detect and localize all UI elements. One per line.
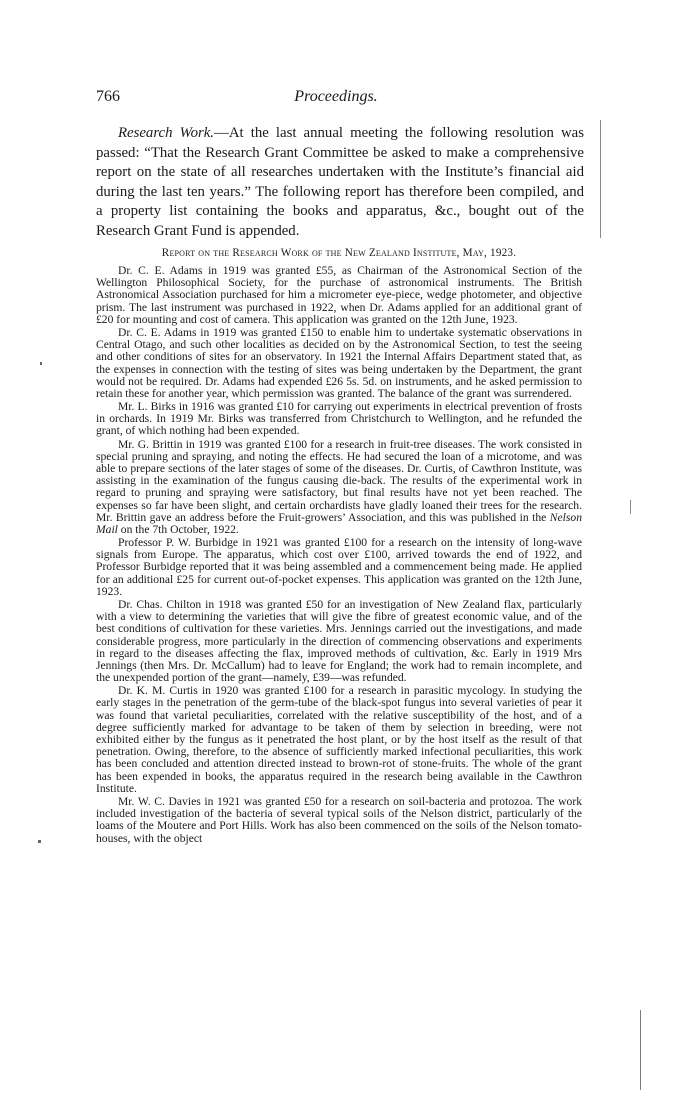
paragraph-brittin <box>96 439 582 537</box>
paragraph-chilton: Dr. Chas. Chilton in 1918 was granted £50 for an investigation of New Zealand flax, particularly with a view to determining the varieties that will give the fibre of greatest economic value, and of the best conditions of cultivation for these varieties. Mrs. Jennings carried out the investigations, and made considerable progress, more particularly in the direction of commencing observations and experiments in regard to the diseases affecting the flax, improved methods of cultivation, &c. Early in 1919 Mrs Jennings (then Mrs. Dr. McCallum) had to leave for England; the work had to remain incomplete, and the unexpended portion of the grant—namely, £39—was refunded. <box>96 597 582 685</box>
page-header <box>96 88 576 108</box>
report-heading: Report on the Research Work of the New Zealand Institute, May, 1923. <box>161 247 517 259</box>
page-number: 766 <box>96 88 120 105</box>
brittin-text-start: Mr. G. Brittin in 1919 was granted £100 for a research in fruit-tree diseases. The work consisted in special pruning and spraying, and noting the effects. He had secured the loan of a microtome, and was able to prepare sections of the later stages of some of the diseases. Dr. Curtis, of Cawthron Institute, was assisting in the examination of the fungus causing die-back. The results of the experimental work in regard to pruning and spraying were satisfactory, but final results have not yet been reached. The expenses so far have been slight, and certain orchardists have gladly loaned their trees for the research. Mr. Brittin gave an address before the Fruit-growers’ Association, and this was published in the <box>96 437 582 524</box>
paragraph-burbidge: Professor P. W. Burbidge in 1921 was granted £100 for a research on the intensity of long-wave signals from Europe. The apparatus, which cost over £100, arrived towards the end of 1922, and Professor Burbidge reported that it was being assembled and a commencement being made. He applied for an additional £25 for current out-of-pocket expenses. This application was granted on the 12th June, 1923. <box>96 536 582 598</box>
intro-text: —At the last annual meeting the following resolution was passed: “That the Research Grant Committee be asked to make a comprehensive report on the state of all researches undertaken with the Institute’s financial aid during the last ten years.” The following report has therefore been compiled, and a property list containing the books and apparatus, &c., bought out of the Research Grant Fund is appended. <box>96 125 584 239</box>
scan-margin-mark <box>640 1010 641 1090</box>
paragraph-curtis: Dr. K. M. Curtis in 1920 was granted £100 for a research in parasitic mycology. In studying the early stages in the penetration of the germ-tube of the black-spot fungus into several varieties of pear it was found that varietal peculiarities, correlated with the relative susceptibility of the host, and of a degree sufficiently marked for advantage to be taken of them by selection in breeding, were not exhibited either by the fungus as it penetrated the host plant, or by the host itself as the result of that penetration. Owing, therefore, to the absence of sufficiently marked infectional peculiarities, this work has been concluded and attention directed instead to brown-rot of stone-fruits. The whole of the grant has been expended in books, the apparatus required in the research being available in the Cawthron Institute. <box>96 684 582 795</box>
scan-margin-mark <box>600 120 601 238</box>
paragraph-adams-observations: Dr. C. E. Adams in 1919 was granted £150 to enable him to undertake systematic observations in Central Otago, and such other localities as decided on by the Astronomical Section, to test the seeing and other conditions of sites for an observatory. In 1921 the Internal Affairs Department stated that, as the expenses in connection with the testing of sites was being undertaken by the Department, the grant would not be required. Dr. Adams had expended £26 5s. 5d. on instruments, and he asked permission to retain these for another year, which permission was granted. The balance of the grant was surrendered. <box>96 325 582 400</box>
paragraph-adams-instruments: Dr. C. E. Adams in 1919 was granted £55, as Chairman of the Astronomical Section of the Wellington Philosophical Society, for the purchase of astronomical instruments. The British Astronomical Association purchased for him a micrometer eye-piece, wedge photometer, and objective prism. The last instrument was purchased in 1922, when Dr. Adams applied for an additional grant of £20 for mounting and cost of camera. This application was granted on the 12th June, 1923. <box>96 264 582 326</box>
intro-paragraph <box>96 124 584 241</box>
scan-margin-mark <box>40 362 42 365</box>
brittin-text-end: on the 7th October, 1922. <box>117 522 239 536</box>
scan-margin-mark <box>630 500 631 514</box>
scan-margin-mark <box>38 840 41 843</box>
newspaper-title: Nelson Mail <box>96 510 582 536</box>
paragraph-birks: Mr. L. Birks in 1916 was granted £10 for carrying out experiments in electrical prevention of frosts in orchards. In 1919 Mr. Birks was transferred from Christchurch to Wellington, and he refunded the grant, of which nothing had been expended. <box>96 400 582 438</box>
running-title: Proceedings. <box>294 88 378 105</box>
intro-lead: Research Work. <box>118 125 215 141</box>
report-body <box>96 265 582 846</box>
paragraph-davies: Mr. W. C. Davies in 1921 was granted £50 for a research on soil-bacteria and protozoa. The work included investigation of the bacteria of several typical soils of the Nelson district, particularly of the loams of the Moutere and Port Hills. Work has also been commenced on the soils of the Nelson tomato-houses, with the object <box>96 794 582 845</box>
